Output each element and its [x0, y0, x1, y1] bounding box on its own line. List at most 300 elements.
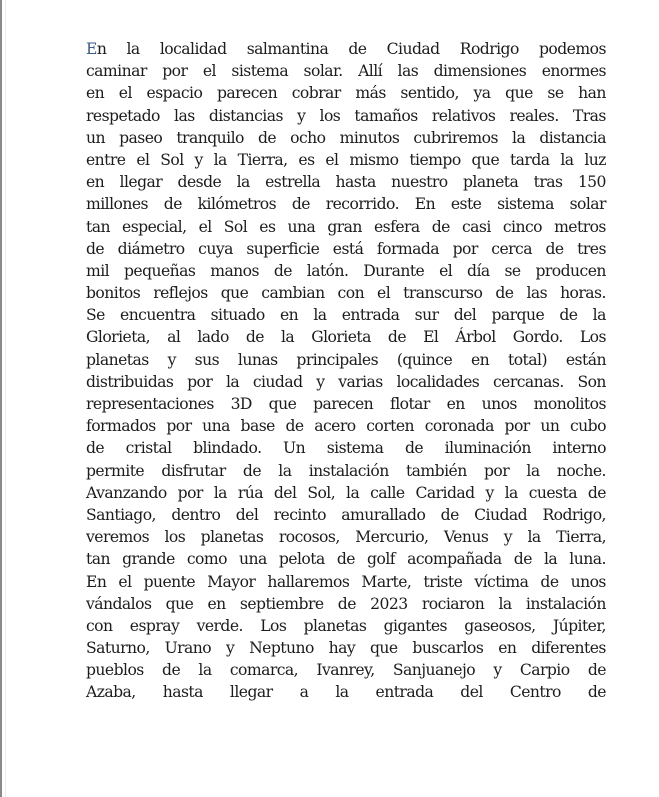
- word: la: [278, 461, 292, 480]
- word: paseo: [119, 128, 163, 147]
- word: Tierra,: [556, 528, 606, 547]
- word: por: [166, 417, 192, 436]
- paragraph-line-words: [86, 482, 606, 504]
- word: por: [187, 372, 213, 391]
- word: en: [446, 395, 465, 413]
- word: lunas: [237, 350, 278, 369]
- word: noche.: [556, 461, 606, 480]
- word: de: [291, 195, 310, 214]
- word: acompañada: [407, 550, 502, 569]
- paragraph-line: [86, 526, 606, 548]
- word: Marte,: [361, 572, 412, 591]
- paragraph-line-words: [86, 460, 606, 482]
- word: cuesta: [528, 483, 577, 502]
- word: varias: [338, 372, 383, 391]
- word: la: [592, 306, 606, 325]
- word: de: [242, 461, 262, 480]
- word: la: [126, 40, 140, 58]
- paragraph-line: [86, 38, 606, 60]
- paragraph-line-words: [86, 238, 606, 260]
- word: ciudad: [252, 372, 303, 391]
- word: de: [545, 239, 564, 258]
- word: hallaremos: [267, 572, 350, 591]
- word: Mayor: [207, 572, 256, 591]
- word: rociaron: [421, 594, 485, 613]
- word: el: [136, 150, 150, 169]
- word: planetas: [303, 616, 367, 635]
- word: Venus: [443, 528, 489, 547]
- paragraph-line-words: [86, 681, 606, 703]
- word: bonitos: [86, 284, 141, 303]
- paragraph-line-words: [86, 216, 606, 238]
- word: sentido,: [400, 84, 459, 103]
- word: millones: [86, 195, 149, 214]
- word: Un: [283, 439, 306, 458]
- paragraph-line-words: [86, 38, 606, 60]
- word: Santiago,: [86, 505, 156, 524]
- word: transcurso: [403, 284, 483, 303]
- word: con: [337, 284, 365, 303]
- word: están: [565, 350, 606, 369]
- word: y: [167, 350, 176, 369]
- word: base: [240, 417, 275, 436]
- word: permite: [86, 461, 145, 480]
- word: parecen: [216, 84, 278, 103]
- word: reflejos: [153, 284, 208, 303]
- word: planetas: [86, 350, 149, 369]
- word: de: [559, 306, 578, 325]
- word: de: [273, 261, 292, 280]
- word: se: [504, 261, 521, 280]
- word: respetado: [86, 106, 160, 125]
- paragraph-line: [86, 482, 606, 504]
- word: que: [268, 395, 297, 413]
- word: la: [526, 461, 540, 480]
- word: la: [498, 594, 512, 613]
- word: con: [86, 616, 113, 635]
- word: En: [86, 572, 107, 591]
- word: hasta: [162, 683, 203, 702]
- word: minutos: [339, 128, 400, 147]
- paragraph-line-words: [86, 193, 606, 215]
- paragraph-line: [86, 60, 606, 82]
- word: encuentra: [120, 306, 196, 325]
- word: a: [299, 683, 309, 702]
- word: Sol,: [307, 483, 336, 502]
- word: tarda: [509, 150, 550, 169]
- word: llegar: [119, 173, 163, 192]
- word: Saturno,: [86, 639, 150, 658]
- paragraph-line: [86, 548, 606, 570]
- paragraph-line: [86, 637, 606, 659]
- word: como: [186, 550, 227, 569]
- word: unos: [570, 572, 606, 591]
- word: la: [335, 683, 349, 702]
- word: gran: [327, 217, 362, 236]
- word: Caridad: [415, 483, 475, 502]
- word: cubriremos: [413, 128, 498, 147]
- word: cercanas.: [492, 372, 564, 391]
- word: dentro: [171, 505, 221, 524]
- word: cambian: [261, 284, 325, 303]
- paragraph-line-words: [86, 615, 606, 637]
- word: El: [423, 328, 439, 347]
- word: Avanzando: [86, 483, 167, 502]
- word: blindado.: [193, 439, 262, 458]
- word: hasta: [335, 173, 376, 192]
- word: Tras: [572, 106, 606, 125]
- word: y: [297, 106, 306, 125]
- initial-letter: E: [86, 40, 97, 58]
- word: latón.: [306, 261, 349, 280]
- word: entrada: [341, 306, 400, 325]
- word: gaseosos,: [464, 616, 536, 635]
- word: salmantina: [246, 40, 329, 58]
- word: Ciudad: [474, 505, 528, 524]
- word: de: [587, 683, 606, 702]
- word: producen: [535, 261, 606, 280]
- word: En: [414, 195, 436, 214]
- word: y: [225, 639, 235, 658]
- word: de: [245, 328, 264, 347]
- word: rocosos,: [278, 528, 340, 547]
- word: Júpiter,: [552, 616, 606, 635]
- paragraph-line-words: [86, 593, 606, 615]
- word: calle: [370, 483, 405, 502]
- paragraph-line: [86, 349, 606, 371]
- word: distancias: [208, 106, 283, 125]
- word: tras: [533, 173, 563, 192]
- word: se: [547, 84, 564, 103]
- word: en: [86, 84, 105, 103]
- word: la: [504, 483, 518, 502]
- word: está: [332, 239, 364, 258]
- word: kilómetros: [197, 195, 277, 214]
- word: del: [453, 306, 477, 325]
- word: y: [503, 528, 512, 547]
- word: en: [279, 306, 299, 325]
- paragraph-line: [86, 260, 606, 282]
- word: de: [387, 328, 407, 347]
- word: Se: [86, 306, 105, 325]
- word: es: [298, 150, 315, 169]
- paragraph-line-words: [86, 659, 606, 681]
- word: las: [397, 62, 419, 81]
- paragraph-line-words: [86, 371, 606, 393]
- word: caminar: [86, 62, 147, 81]
- word: Árbol: [455, 328, 496, 347]
- word: principales: [296, 350, 379, 369]
- word: del: [273, 483, 297, 502]
- paragraph-line-words: [86, 149, 606, 171]
- word: pueblos: [86, 661, 144, 680]
- word: entre: [86, 150, 126, 169]
- word: cerca: [491, 239, 532, 258]
- paragraph-line-words: [86, 637, 606, 659]
- word: especial,: [122, 217, 187, 236]
- word: pelota: [278, 550, 325, 569]
- paragraph-line: [86, 659, 606, 681]
- word: septiembre: [239, 594, 324, 613]
- word: flotar: [389, 395, 430, 413]
- word: han: [578, 84, 606, 103]
- word: reales.: [509, 106, 559, 125]
- paragraph-line-words: [86, 304, 606, 326]
- page-edge-border: [0, 0, 2, 797]
- word: disfrutar: [161, 461, 226, 480]
- word: Mercurio,: [355, 528, 429, 547]
- word: unos: [481, 395, 517, 413]
- word: las: [174, 106, 195, 125]
- word: de: [162, 661, 181, 680]
- paragraph-line: [86, 304, 606, 326]
- paragraph-line: [86, 149, 606, 171]
- word: Sol: [223, 217, 248, 236]
- word: tranquilo: [176, 128, 244, 147]
- word: es: [259, 217, 276, 236]
- word: de: [495, 284, 514, 303]
- word: Tierra,: [237, 150, 288, 169]
- word: iluminación: [444, 439, 531, 458]
- word: horas.: [560, 284, 606, 303]
- page-edge-shadow: [5, 0, 6, 797]
- word: instalación: [308, 461, 389, 480]
- word: 3D: [230, 395, 252, 413]
- word: por: [177, 483, 203, 502]
- paragraph-line-words: [86, 282, 606, 304]
- word: un: [540, 417, 560, 436]
- paragraph-line-words: [86, 171, 606, 193]
- word: luz: [584, 150, 606, 169]
- word: Son: [577, 372, 606, 391]
- paragraph-line: [86, 193, 606, 215]
- word: Azaba,: [86, 683, 136, 702]
- word: por: [162, 62, 188, 81]
- word: la: [560, 150, 574, 169]
- word: pequeñas: [123, 261, 196, 280]
- word: en: [207, 594, 226, 613]
- word: casi: [461, 217, 491, 236]
- word: tiempo: [409, 150, 461, 169]
- paragraph-line-words: [86, 548, 606, 570]
- word: la: [225, 372, 240, 391]
- paragraph-line: [86, 282, 606, 304]
- word: día: [467, 261, 490, 280]
- word: por: [452, 239, 478, 258]
- word: distancia: [539, 128, 606, 147]
- word: las: [526, 284, 548, 303]
- word: cobrar: [291, 84, 341, 103]
- paragraph-line: [86, 504, 606, 526]
- word: más: [355, 84, 386, 103]
- word: sur: [414, 306, 439, 325]
- word: rúa: [237, 483, 263, 502]
- word: localidades: [396, 372, 480, 391]
- paragraph-line-words: [86, 60, 606, 82]
- word: de: [431, 217, 450, 236]
- word: espacio: [146, 84, 203, 103]
- word: Rodrigo: [459, 40, 519, 58]
- paragraph-line: [86, 326, 606, 348]
- word: y: [493, 661, 502, 680]
- paragraph-line: [86, 82, 606, 104]
- word: que: [471, 150, 500, 169]
- word: coronada: [424, 417, 494, 436]
- word: 150: [577, 173, 606, 192]
- word: la: [544, 550, 558, 569]
- word: sistema: [497, 195, 554, 214]
- word: Ciudad: [386, 40, 440, 58]
- word: superficie: [246, 239, 320, 258]
- paragraph-line: [86, 437, 606, 459]
- word: una: [202, 417, 230, 436]
- word: del: [460, 683, 483, 702]
- word: planetas: [200, 528, 264, 547]
- paragraph-line-words: [86, 260, 606, 282]
- paragraph-line: [86, 238, 606, 260]
- paragraph-line: [86, 127, 606, 149]
- word: de: [337, 594, 356, 613]
- word: espray: [129, 616, 180, 635]
- word: estrella: [265, 173, 321, 192]
- word: representaciones: [86, 395, 214, 413]
- word: 2023: [370, 594, 408, 613]
- word: Sanjuanejo: [392, 661, 476, 680]
- word: total): [508, 350, 547, 369]
- word: la: [512, 128, 526, 147]
- word: que: [220, 284, 249, 303]
- word: esfera: [373, 217, 420, 236]
- word: gigantes: [383, 616, 447, 635]
- paragraph-line-words: [86, 326, 606, 348]
- word: Durante: [363, 261, 425, 280]
- word: cubo: [570, 417, 606, 436]
- paragraph-line-words: [86, 526, 606, 548]
- word: comarca,: [229, 661, 299, 680]
- paragraph-line: [86, 216, 606, 238]
- word: de: [336, 550, 355, 569]
- word: de: [86, 239, 105, 258]
- word: Ivanrey,: [316, 661, 375, 680]
- word: tan: [86, 550, 110, 569]
- paragraph-line-words: [86, 82, 606, 104]
- paragraph-line: [86, 171, 606, 193]
- word: y: [485, 483, 494, 502]
- word: sus: [194, 350, 220, 369]
- word: de: [163, 195, 182, 214]
- word: Urano: [164, 639, 212, 658]
- word: manos: [210, 261, 259, 280]
- word: diferentes: [531, 639, 606, 658]
- paragraph-line-words: [86, 105, 606, 127]
- word: en: [498, 639, 517, 658]
- paragraph-line-words: [86, 127, 606, 149]
- word: veremos: [86, 528, 150, 547]
- word: en: [86, 173, 105, 192]
- word: hay: [328, 639, 356, 658]
- word: el: [198, 217, 212, 236]
- word: sistema: [326, 439, 384, 458]
- paragraph-line: [86, 105, 606, 127]
- word: distribuidas: [86, 372, 174, 391]
- paragraph-line: [86, 371, 606, 393]
- word: tres: [577, 239, 606, 258]
- word: tamaños: [354, 106, 418, 125]
- word: corten: [366, 417, 415, 436]
- word: la: [213, 150, 227, 169]
- word: el: [377, 284, 391, 303]
- word: la: [213, 483, 227, 502]
- word: cinco: [502, 217, 542, 236]
- word: de: [513, 550, 532, 569]
- paragraph-line-words: [86, 349, 606, 371]
- paragraph-line-words: [86, 437, 606, 459]
- article-body: [86, 38, 606, 704]
- word: relativos: [431, 106, 496, 125]
- paragraph-line-words: [86, 415, 606, 437]
- paragraph-line: [86, 593, 606, 615]
- word: Rodrigo,: [542, 505, 606, 524]
- word: (quince: [396, 350, 453, 369]
- word: triste: [423, 572, 463, 591]
- word: de: [257, 128, 277, 147]
- word: Gordo.: [512, 328, 563, 347]
- word: de: [404, 439, 424, 458]
- word: vándalos: [86, 594, 152, 613]
- word: Glorieta,: [86, 328, 151, 347]
- paragraph-line: [86, 571, 606, 593]
- word: situado: [210, 306, 265, 325]
- word: cuya: [198, 239, 233, 258]
- word: Los: [260, 616, 287, 635]
- word: Glorieta: [311, 328, 371, 347]
- word: Los: [579, 328, 606, 347]
- word: la: [527, 528, 541, 547]
- word: una: [287, 217, 316, 236]
- word: instalación: [525, 594, 606, 613]
- paragraph-line-words: [86, 393, 606, 415]
- word: los: [319, 106, 341, 125]
- word: la: [236, 173, 250, 192]
- word: un: [86, 128, 105, 147]
- word: cristal: [125, 439, 172, 458]
- word: recorrido.: [325, 195, 399, 214]
- word: formada: [376, 239, 440, 258]
- word: interno: [552, 439, 606, 458]
- word: En: [86, 40, 107, 58]
- word: planeta: [463, 173, 519, 192]
- word: nuestro: [391, 173, 448, 192]
- word: que: [369, 639, 398, 658]
- word: al: [167, 328, 181, 347]
- word: de: [540, 572, 559, 591]
- word: puente: [143, 572, 196, 591]
- word: en: [470, 350, 490, 369]
- word: solar: [569, 195, 606, 214]
- word: de: [285, 417, 304, 436]
- word: sistema: [231, 62, 289, 81]
- word: desde: [177, 173, 222, 192]
- word: de: [86, 439, 105, 458]
- word: una: [239, 550, 267, 569]
- paragraph-line: [86, 393, 606, 415]
- word: llegar: [229, 683, 273, 702]
- paragraph-line: [86, 460, 606, 482]
- word: el: [325, 150, 339, 169]
- word: de: [587, 661, 606, 680]
- word: los: [164, 528, 186, 547]
- word: tan: [86, 217, 110, 236]
